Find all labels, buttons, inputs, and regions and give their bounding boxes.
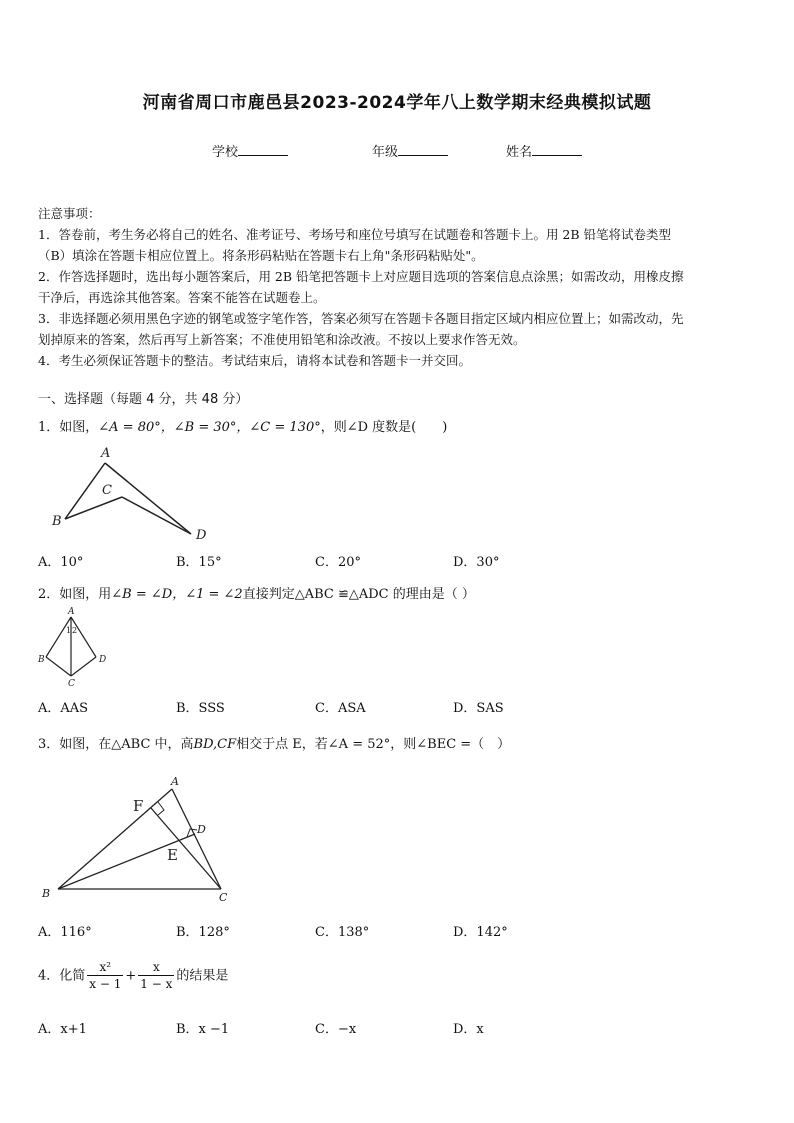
q2-prefix: 2．如图，用: [38, 587, 112, 602]
q3-right-angle-f: [158, 802, 164, 815]
note-line: 3．非选择题必须用黑色字迹的钢笔或签字笔作答，答案必须写在答题卡各题目指定区域内相应位置上；如需改动，先: [38, 311, 684, 326]
note-line: 划掉原来的答案，然后再写上新答案；不准使用铅笔和涂改液。不按以上要求作答无效。: [38, 332, 526, 347]
q3-option-d: D．142°: [453, 925, 508, 940]
note-line: 2．作答选择题时，选出每小题答案后，用 2B 铅笔把答题卡上对应题目选项的答案信息点涂黑；如需改动，用橡皮擦: [38, 269, 684, 284]
q3-label-b: B: [42, 887, 51, 900]
q2-label-1: 1: [66, 626, 72, 635]
q2-label-b: B: [38, 655, 45, 665]
q1-option-c: C．20°: [315, 555, 361, 570]
q4-option-c: C．−x: [315, 1022, 357, 1037]
q1-option-b: B．15°: [176, 555, 222, 570]
q3-suffix: 相交于点 E，若∠A = 52°，则∠BEC =（ ）: [236, 737, 511, 752]
q3-label-e: E: [167, 846, 178, 864]
q4-option-a: A．x+1: [38, 1022, 87, 1037]
q1-option-d: D．30°: [453, 555, 500, 570]
q4-suffix: 的结果是: [176, 968, 229, 984]
section-heading: 一、选择题（每题 4 分，共 48 分）: [38, 392, 249, 407]
q2-suffix: 直接判定△ABC ≌△ADC 的理由是（ ）: [242, 587, 475, 602]
page-title: 河南省周口市鹿邑县2023-2024学年八上数学期末经典模拟试题: [142, 93, 652, 113]
q1-label-a: A: [101, 446, 111, 461]
question-4-stem: [38, 960, 228, 992]
q1-prefix: 1．如图，: [38, 420, 99, 435]
q3-math: BD,CF: [193, 737, 237, 752]
q1-option-a: A．10°: [38, 555, 84, 570]
q3-option-c: C．138°: [315, 925, 370, 940]
note-line: 干净后，再选涂其他答案。答案不能答在试题卷上。: [38, 290, 326, 305]
grade-label: 年级: [372, 145, 399, 160]
q3-line-ba: [58, 789, 172, 889]
q4-option-b: B．x −1: [176, 1022, 230, 1037]
q2-option-d: D．SAS: [453, 701, 504, 716]
note-line: （B）填涂在答题卡相应位置上。将条形码粘贴在答题卡右上角"条形码粘贴处"。: [38, 248, 484, 263]
q4-frac2-denominator: 1 − x: [140, 977, 173, 991]
q3-label-f: F: [133, 797, 144, 815]
q4-frac1-numerator: x²: [87, 960, 123, 976]
q4-fraction-2: [138, 960, 174, 992]
q3-option-b: B．128°: [176, 925, 230, 940]
q2-option-b: B．SSS: [176, 701, 225, 716]
q2-label-2: 2: [72, 626, 78, 635]
q3-right-angle-marks: [158, 802, 197, 837]
q1-label-c: C: [102, 483, 112, 498]
school-label: 学校: [212, 145, 239, 160]
note-line: 4．考生必须保证答题卡的整洁。考试结束后，请将本试卷和答题卡一并交回。: [38, 353, 471, 368]
q2-option-c: C．ASA: [315, 701, 366, 716]
q3-option-a: A．116°: [38, 925, 92, 940]
q4-plus: +: [125, 968, 137, 984]
q1-math: ∠A = 80°，∠B = 30°，∠C = 130°: [98, 420, 321, 435]
q3-line-ac: [172, 789, 221, 889]
q4-fraction-1: [87, 960, 123, 992]
q4-prefix: 4．化简: [38, 968, 86, 984]
q4-frac1-denominator: x − 1: [89, 977, 122, 991]
q3-line-cf: [151, 808, 221, 889]
notes-heading: 注意事项：: [38, 206, 101, 221]
q4-option-d: D．x: [453, 1022, 484, 1037]
q2-label-d: D: [99, 655, 107, 665]
q1-suffix: ，则∠D 度数是( ): [320, 420, 448, 435]
q2-label-c: C: [68, 679, 75, 689]
q3-label-d: D: [197, 823, 206, 836]
q4-frac2-numerator: x: [138, 960, 174, 976]
q2-label-a: A: [68, 607, 75, 617]
q3-label-c: C: [219, 891, 228, 904]
q1-label-d: D: [196, 528, 207, 543]
q2-math: ∠B = ∠D，∠1 = ∠2: [111, 587, 243, 602]
q1-label-b: B: [52, 514, 62, 529]
q3-label-a: A: [171, 775, 179, 788]
name-label: 姓名: [506, 145, 533, 160]
note-line: 1．答卷前，考生务必将自己的姓名、准考证号、考场号和座位号填写在试题卷和答题卡上。用 2B 铅笔将试卷类型: [38, 227, 672, 242]
q2-option-a: A．AAS: [38, 701, 89, 716]
q3-prefix: 3．如图，在△ABC 中，高: [38, 737, 194, 752]
